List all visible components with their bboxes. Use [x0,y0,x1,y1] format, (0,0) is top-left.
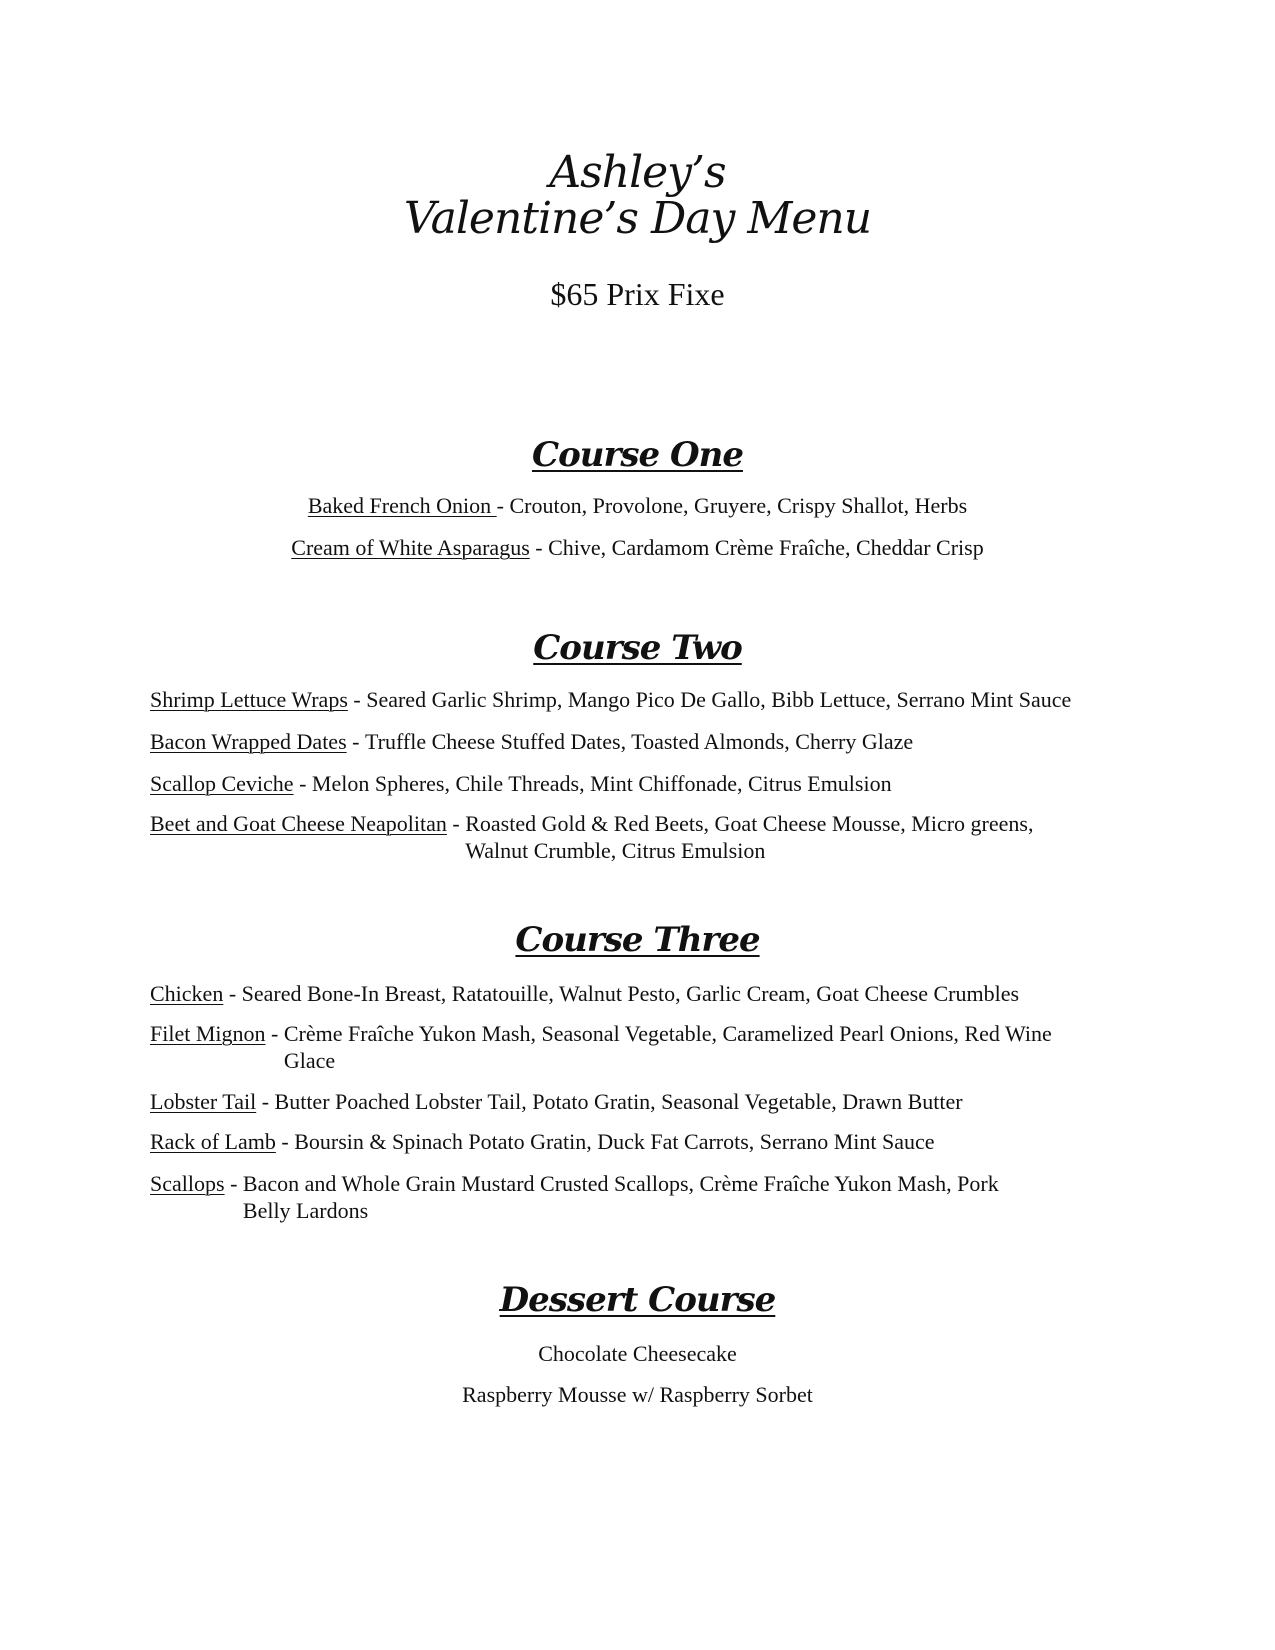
course-three-item [150,1128,1144,1155]
item-description: Bacon and Whole Grain Mustard Crusted Scallops, Crème Fraîche Yukon Mash, Pork Belly Lardons [242,1171,999,1223]
course-three-item [150,1088,1125,1115]
item-name: Cream of White Asparagus [291,535,530,560]
item-separator: - [346,729,365,754]
item-description: Seared Bone-In Breast, Ratatouille, Walnut Pesto, Garlic Cream, Goat Cheese Crumbles [241,981,1020,1006]
item-name: Rack of Lamb [150,1129,276,1154]
course-one-item [0,534,1275,561]
course-one-heading: Course One [532,435,743,475]
item-separator: - [496,493,510,518]
dessert-item: Chocolate Cheesecake [538,1341,737,1366]
prix-fixe-price: $65 Prix Fixe [550,276,725,312]
item-separator: - [529,535,549,560]
item-name: Bacon Wrapped Dates [150,729,347,754]
course-one-item [0,492,1275,519]
course-two-item [150,728,1185,755]
item-name: Scallops [150,1171,225,1196]
item-name: Shrimp Lettuce Wraps [150,687,348,712]
item-name: Filet Mignon [150,1021,266,1046]
menu-title [0,147,1275,244]
title-restaurant-name: Ashley’s [549,147,726,198]
course-three-item [150,1020,1084,1074]
title-menu-name: Valentine’s Day Menu [403,193,872,244]
item-description: Chive, Cardamom Crème Fraîche, Cheddar Crisp [548,535,984,560]
course-three-heading: Course Three [515,920,760,960]
item-name: Chicken [150,981,224,1006]
item-separator: - [223,981,242,1006]
item-name: Scallop Ceviche [150,771,294,796]
item-description: Crouton, Provolone, Gruyere, Crispy Shallot, Herbs [509,493,968,518]
item-description: Crème Fraîche Yukon Mash, Seasonal Vegetable, Caramelized Pearl Onions, Red Wine Glace [283,1021,1052,1073]
course-three-item [150,980,1102,1007]
item-name: Lobster Tail [150,1089,257,1114]
item-name: Beet and Goat Cheese Neapolitan [150,811,447,836]
item-separator: - [265,1021,284,1046]
course-two-item [150,810,1055,864]
item-separator: - [293,771,312,796]
item-description: Boursin & Spinach Potato Gratin, Duck Fat Carrots, Serrano Mint Sauce [294,1129,935,1154]
course-two-item [150,686,1186,713]
course-two-item [150,770,1132,797]
item-separator: - [347,687,367,712]
dessert-course-heading: Dessert Course [499,1280,776,1320]
item-separator: - [224,1171,243,1196]
item-separator: - [256,1089,275,1114]
course-three-item [150,1170,1003,1224]
item-description: Seared Garlic Shrimp, Mango Pico De Gallo, Bibb Lettuce, Serrano Mint Sauce [366,687,1072,712]
item-separator: - [275,1129,295,1154]
item-description: Truffle Cheese Stuffed Dates, Toasted Almonds, Cherry Glaze [364,729,914,754]
item-name: Baked French Onion [307,493,497,518]
item-description: Melon Spheres, Chile Threads, Mint Chiffonade, Citrus Emulsion [311,771,892,796]
course-two-heading: Course Two [533,628,742,668]
dessert-item: Raspberry Mousse w/ Raspberry Sorbet [462,1382,813,1407]
item-separator: - [446,811,466,836]
item-description: Butter Poached Lobster Tail, Potato Gratin, Seasonal Vegetable, Drawn Butter [274,1089,963,1114]
item-description: Roasted Gold & Red Beets, Goat Cheese Mousse, Micro greens, Walnut Crumble, Citrus Emulsion [465,811,1034,863]
